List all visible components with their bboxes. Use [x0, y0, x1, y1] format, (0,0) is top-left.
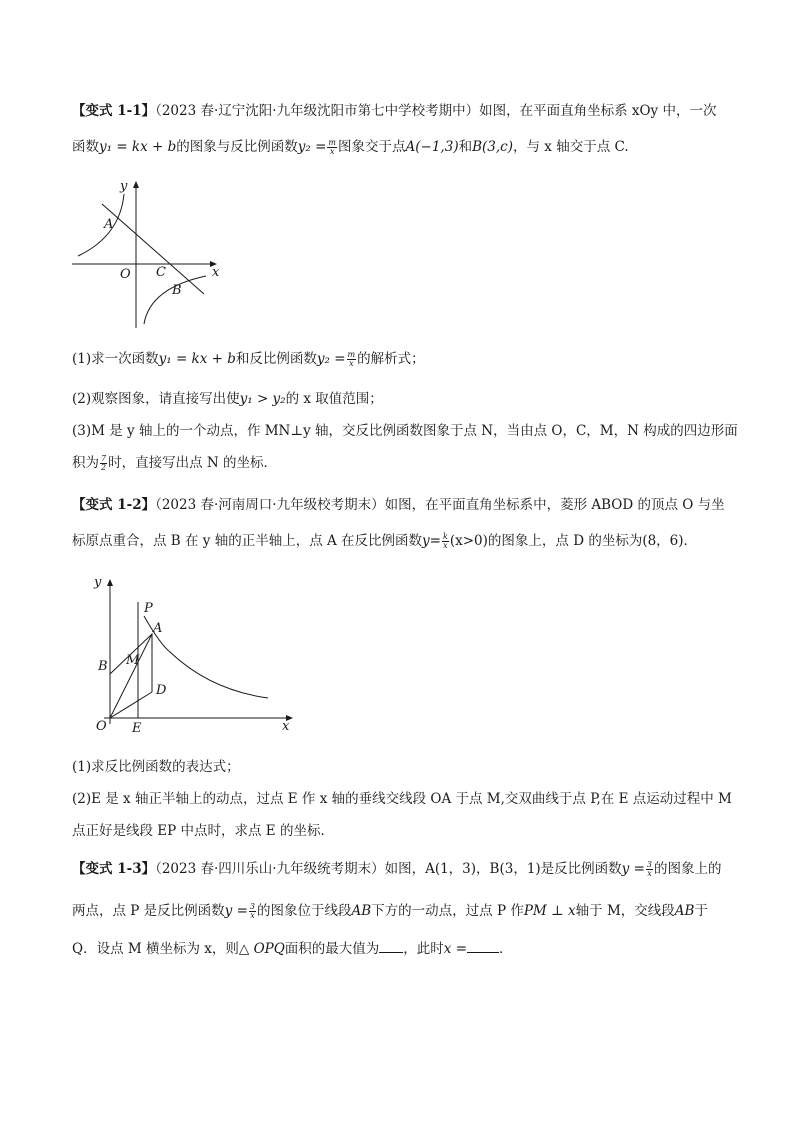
problem3-text-2g: 轴于 M，交线段: [575, 903, 675, 919]
q1-inverse-expr: y₂ =: [316, 351, 346, 367]
fig2-label-b: B: [98, 659, 108, 674]
fraction-3-over-x-2: $\frac{3}{x}$: [249, 902, 255, 920]
fig2-label-m: M: [126, 653, 140, 668]
fig2-label-p: P: [144, 601, 153, 616]
problem3-function-1: y =: [621, 861, 645, 877]
p2-q2-text-1: (2)E 是 x 轴正半轴上的动点，过点 E 作 x 轴的垂线交线段 OA 于点 M,交双曲线于点 P,在 E 点运动过程中 M: [72, 791, 732, 807]
fig1-label-o: O: [120, 267, 131, 282]
answer-blank-max-area[interactable]: [379, 940, 403, 953]
fig1-label-a: A: [104, 217, 114, 232]
segment-ab-2: AB: [674, 903, 695, 919]
line-ab: [102, 204, 204, 294]
fig1-label-c: C: [156, 265, 166, 280]
problem1-question-3-line2: [72, 454, 722, 472]
problem1-question-2: [72, 390, 722, 408]
q1-linear-expr: y₁ = kx + b: [158, 351, 236, 367]
problem1-text-2i: ，与 x 轴交于点 C.: [513, 139, 629, 155]
problem2-source: （2023 春·河南周口·九年级校考期末）: [155, 497, 385, 513]
fig2-label-e: E: [132, 721, 142, 734]
q1-fraction: $\frac{m}{x}$: [347, 350, 356, 368]
problem2-function: y=: [422, 533, 441, 549]
problem1-text-2c: 的图象与反比例函数: [176, 139, 298, 155]
fig1-label-x: x: [212, 265, 220, 280]
problem1-source: （2023 春·辽宁沈阳·九年级沈阳市第七中学校考期中）: [155, 103, 480, 119]
q1-text-a: (1)求一次函数: [72, 351, 159, 367]
q1-text-c: 和反比例函数: [235, 351, 317, 367]
q3-text-1: (3)M 是 y 轴上的一个动点，作 MN⊥y 轴，交反比例函数图象于点 N，当由点 O，C，M，N 构成的四边形面: [72, 423, 738, 439]
perpendicular-pm: PM ⊥ x: [523, 903, 576, 919]
q3-text-a: 积为: [72, 455, 99, 471]
point-a-coord: A(−1,3): [405, 139, 459, 155]
hyperbola-branch-left: [78, 194, 124, 256]
p2-q2-text-2: 点正好是线段 EP 中点时，求点 E 的坐标．: [72, 823, 334, 839]
segment-ab-1: AB: [351, 903, 372, 919]
problem2-question-1: [72, 758, 722, 776]
point-b-coord: B(3,c): [472, 139, 513, 155]
problem3-text-1a: 如图，A(1，3)，B(3，1)是反比例函数: [384, 861, 622, 877]
problem3-text-2e: 下方的一动点，过点 P 作: [371, 903, 524, 919]
fraction-m-over-x: $\frac{m}{x}$: [328, 138, 337, 156]
problem1-text-2a: 函数: [72, 139, 99, 155]
problem1-text-2g: 和: [458, 139, 473, 155]
problem3-line3: [72, 940, 722, 958]
problem3-source: （2023 春·四川乐山·九年级统考期末）: [155, 861, 385, 877]
p2-q1-text: (1)求反比例函数的表达式；: [72, 759, 240, 775]
problem3-text-2i: 于: [694, 903, 708, 919]
q3-fraction: $\frac{7}{2}$: [101, 454, 107, 472]
fraction-3-over-x-1: $\frac{3}{x}$: [646, 860, 652, 878]
fig2-label-y: y: [94, 575, 102, 590]
problem3-tag: 【变式 1-3】: [72, 861, 156, 877]
problem3-line2: [72, 902, 722, 920]
problem3-text-3c: 面积的最大值为: [284, 941, 380, 957]
problem1-text-2e: 图象交于点: [338, 139, 406, 155]
problem2-question-2-line2: [72, 822, 722, 840]
problem1-line1: [72, 102, 722, 120]
problem3-text-2c: 的图象位于线段: [257, 903, 352, 919]
figure-2: [90, 572, 300, 738]
linear-function-expr: y₁ = kx + b: [99, 139, 177, 155]
problem2-question-2-line1: [72, 790, 732, 808]
q1-text-e: 的解析式；: [357, 351, 425, 367]
problem1-tag: 【变式 1-1】: [72, 103, 156, 119]
fig2-label-x: x: [282, 719, 290, 734]
problem2-text-2c: (x>0)的图象上，点 D 的坐标为(8，6)．: [449, 533, 698, 549]
problem2-line2: [72, 532, 722, 550]
problem2-tag: 【变式 1-2】: [72, 497, 156, 513]
fig2-label-o: O: [96, 719, 107, 734]
fig2-label-a: A: [153, 621, 163, 636]
q3-text-b: 时，直接写出点 N 的坐标．: [108, 455, 277, 471]
problem1-text-1: 如图，在平面直角坐标系 xOy 中，一次: [479, 103, 717, 119]
fig1-label-y: y: [120, 179, 128, 194]
answer-blank-x[interactable]: [467, 940, 499, 953]
fig2-label-d: D: [156, 683, 167, 698]
problem2-text-1: 如图，在平面直角坐标系中，菱形 ABOD 的顶点 O 与坐: [384, 497, 725, 513]
figure-1: [68, 176, 228, 335]
fraction-k-over-x: $\frac{k}{x}$: [443, 532, 448, 550]
problem1-question-3-line1: [72, 422, 738, 440]
problem3-text-3d: ，此时: [403, 941, 444, 957]
problem3-text-3f: ．: [499, 941, 513, 957]
problem3-line1: [72, 860, 722, 878]
problem1-line2: [72, 138, 722, 156]
problem3-function-2: y =: [224, 903, 248, 919]
problem3-text-3a: Q．设点 M 横坐标为 x，则: [72, 941, 239, 957]
fig1-label-b: B: [172, 283, 182, 298]
inverse-function-expr: y₂ =: [297, 139, 327, 155]
problem3-text-1c: 的图象上的: [654, 861, 722, 877]
triangle-opq: △ OPQ: [238, 941, 285, 957]
problem3-text-2a: 两点，点 P 是反比例函数: [72, 903, 225, 919]
problem2-line1: [72, 496, 725, 514]
problem2-text-2a: 标原点重合，点 B 在 y 轴的正半轴上，点 A 在反比例函数: [72, 533, 423, 549]
q2-text-a: (2)观察图象，请直接写出使: [72, 391, 240, 407]
q2-inequality: y₁ > y₂: [239, 391, 286, 407]
x-equals: x =: [443, 941, 468, 957]
problem1-question-1: [72, 350, 722, 368]
q2-text-c: 的 x 取值范围；: [285, 391, 383, 407]
